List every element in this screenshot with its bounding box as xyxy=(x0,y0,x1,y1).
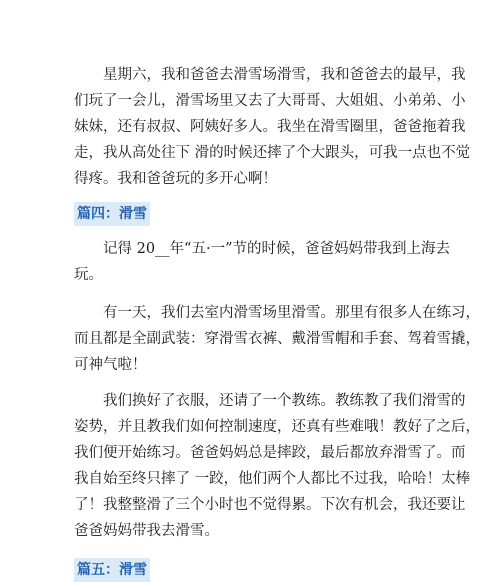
text-line: 了！我整整滑了三个小时也不觉得累。下次有机会，我还要让 xyxy=(74,497,466,513)
text-line: 我自始至终只摔了 一跤，他们两个人都比不过我，哈哈！太棒 xyxy=(74,471,471,487)
section-heading-5: 篇五：滑雪 xyxy=(74,558,150,582)
text-line: 走，我从高处往下 滑的时候还摔了个大跟头，可我一点也不觉 xyxy=(74,145,471,161)
text-line: 玩。 xyxy=(74,267,103,283)
text-line: 记得 20__年“五·一”节的时候，爸爸妈妈带我到上海去 xyxy=(103,241,450,257)
section-heading-4: 篇四：滑雪 xyxy=(74,202,150,226)
text-line: 星期六，我和爸爸去滑雪场滑雪，我和爸爸去的最早，我 xyxy=(103,67,466,83)
paragraph-3 xyxy=(74,388,480,544)
paragraph-intro xyxy=(74,62,471,192)
text-line: 可神气啦！ xyxy=(74,357,147,373)
text-line: 得疼。我和爸爸玩的多开心啊！ xyxy=(74,171,277,187)
text-line: 我们换好了衣服，还请了一个教练。教练教了我们滑雪的 xyxy=(103,393,466,409)
paragraph-1 xyxy=(74,236,450,288)
paragraph-2 xyxy=(74,300,480,378)
text-line: 妹妹，还有叔叔、阿姨好多人。我坐在滑雪圈里，爸爸拖着我 xyxy=(74,119,466,135)
text-line: 我们便开始练习。爸爸妈妈总是摔跤，最后都放弃滑雪了。而 xyxy=(74,445,466,461)
text-line: 有一天，我们去室内滑雪场里滑雪。那里有很多人在练习， xyxy=(103,305,480,321)
text-line: 姿势，并且教我们如何控制速度，还真有些难哦！教好了之后， xyxy=(74,419,480,435)
text-line: 们玩了一会儿，滑雪场里又去了大哥哥、大姐姐、小弟弟、小 xyxy=(74,93,466,109)
text-line: 爸爸妈妈带我去滑雪。 xyxy=(74,523,219,539)
text-line: 而且都是全副武装：穿滑雪衣裤、戴滑雪帽和手套、驾着雪撬， xyxy=(74,331,480,347)
